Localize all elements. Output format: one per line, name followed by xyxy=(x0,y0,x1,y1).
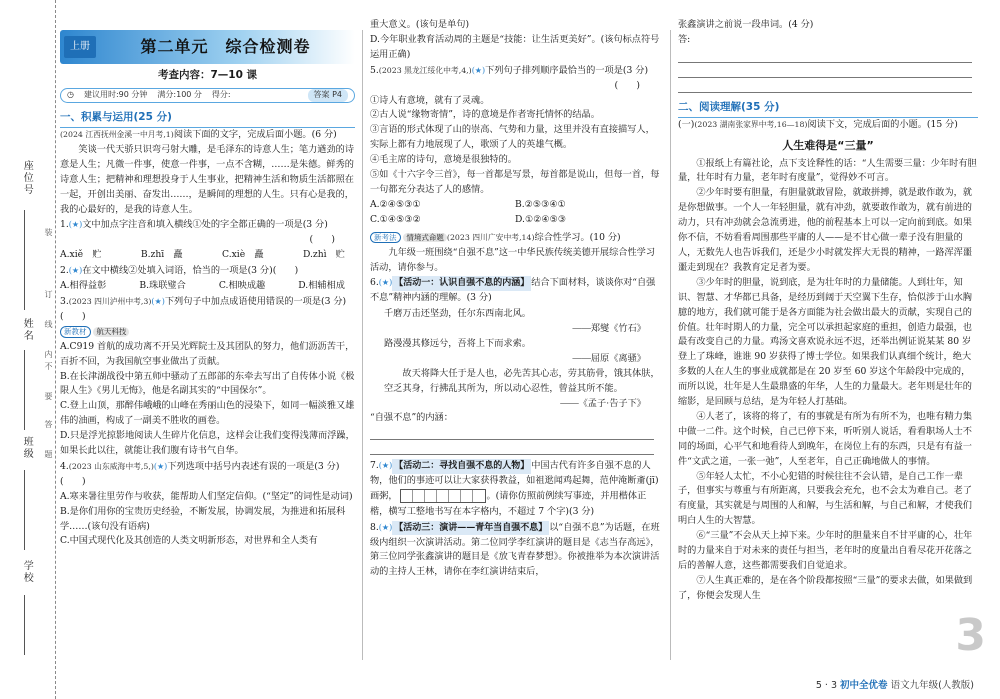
option: D.相辅相成 xyxy=(298,280,345,292)
cut-char: 订 xyxy=(43,290,53,298)
answer-page-ref: 答案 P4 xyxy=(308,89,348,102)
footer-page: 5 · 3 xyxy=(815,679,837,691)
question-6 xyxy=(370,276,660,455)
big-page-number: 3 xyxy=(955,609,986,661)
page-footer xyxy=(816,678,974,693)
writing-grid[interactable] xyxy=(400,489,486,503)
column-1 xyxy=(60,30,355,549)
reading-intro xyxy=(678,118,978,133)
sentence-item: ④毛主席的诗句，意境是很独特的。 xyxy=(370,154,517,166)
question-source: (2023 四川泸州中考,3) xyxy=(68,296,152,306)
star-icon: (★) xyxy=(153,461,168,471)
new-material-badge: 新教材 xyxy=(60,326,91,338)
option: C.①④⑤③② xyxy=(370,213,421,225)
article-paragraph: ②少年时要有胆量，有胆量就敢冒险，就敢拼搏，就是敢作敢为，就是你想做事。一个人一年轻胆量，就有冲劲，就要敢作敢为，就有前进的动力，只有冲劲就会急流勇进，他的前程基本上可以一定向前到底。如果你不信，不妨看看周围那些平庸的人——是不甘心做一辈子没有胆量的人，无数先人也告诉我们，还是少小时就发挥大无畏的精神，一路浑浑噩噩走到现在？我教育定足者为要。 xyxy=(678,187,973,273)
article-paragraph: ⑥“三量”不会从天上掉下来。少年时的胆量来自不甘平庸的心，壮年时的力量来自于对未来的责任与担当，老年时的度量出自看尽花开花落之后的善解人意，这些都需要我们自觉追求。 xyxy=(678,530,973,571)
option: B.②⑤③④① xyxy=(515,198,566,210)
new-method-badge: 新考法 xyxy=(370,232,401,244)
question-source: (2024 江西抚州金溪一中月考,1) xyxy=(60,130,174,139)
exam-title: 第二单元 综合检测卷 xyxy=(140,37,311,57)
question-stem: 中国古代有许多自强不息的人物，他们的事迹可以让大家获得教益，如祖逖闻鸡起舞，范仲淹断齑(jī)画粥， xyxy=(370,460,659,502)
option: B.是你们用你的宝贵历史经验，不断发展，协调发展，为推进和拓展科学……(该句没有语病) xyxy=(60,505,346,532)
question-stem: 下列选项中括号内表述有误的一项是(3 分) xyxy=(167,460,340,472)
question-4 xyxy=(60,460,355,549)
question-number: 1. xyxy=(60,219,69,231)
cut-char: 装 xyxy=(43,228,53,236)
option: B.在长津湖战役中第五师中骚动了五郎部的东牵去写出了自传体小说《极限人生》《男儿无悔》，他是名副其实的“中国保尔”。 xyxy=(60,370,355,397)
column-divider xyxy=(362,30,363,660)
article-paragraph: ⑤年轻人太忙，不小心犯错的时候往往不会认错，是自己工作一辈子，但事实与尊重与有所距离，只要我会充允，也不会太为难自己。老了有度量，其实就是与周围的人和解，与生活和解，与自己和解，才使我们明白人生的大智慧。 xyxy=(678,470,972,527)
question-stem: 以“自强不息”为话题，在班级内组织一次演讲活动。第二位同学李红演讲的题目是《志当存高远》，第三位同学张鑫演讲的题目是《放飞青春梦想》。你被推举为本次演讲活动的主持人王林，请你在李红演讲结束后， xyxy=(370,521,660,578)
name-label: 姓名 xyxy=(21,318,33,342)
footer-brand: 初中全优卷 xyxy=(840,679,888,691)
answer-bracket: ( ) xyxy=(60,475,86,487)
star-icon: (★) xyxy=(378,522,393,532)
cut-char: 答 xyxy=(43,420,53,428)
block-stem: 综合性学习。(10 分) xyxy=(534,231,621,243)
question-stem: 在文中横线②处填入词语，恰当的一项是(3 分) xyxy=(82,265,273,277)
article-title: 人生难得是“三量” xyxy=(782,138,874,152)
question-stem: 文中加点字注音和填入横线①处的字全都正确的一项是(3 分) xyxy=(82,219,328,231)
column-3 xyxy=(678,18,978,604)
option: C.相映成趣 xyxy=(218,280,266,292)
question-number: 5. xyxy=(370,64,379,76)
star-icon: (★) xyxy=(68,220,83,230)
article-paragraph: ⑦人生真正难的，是在各个阶段都按照“三量”的要求去做，如果做到了，你便会发现人生 xyxy=(678,574,973,601)
exam-banner xyxy=(60,30,355,64)
star-icon: (★) xyxy=(378,278,393,288)
article-paragraph: ③少年时的胆量，说到底，是为壮年时的力量储能。人到壮年，知识、智慧、才华都已具备，是经历到阔于天空翼下生存，恰似涉于山水胸臆的地方，我们就可能于是各方面能为社会做出最大的贡献，实现自己的价值。壮年时期人的力量，完全可以承担起家庭的重担，创造力最强，也最有改变自己的力量。鸡汤文喜欢说永远不迟，还举出例证说某某 80 岁登上了珠峰，谁谁 90 岁获得了博士学位。如果我们认真细个统计，绝大多数的人在人生的事业成就都是在 20 岁至 60 岁这个年龄段中完成的，而所以说，壮年是人生最鼎盛的年华，人生的力量最大。老年则是壮年的缩影，是回顾与总结，是为年轻人打基础。 xyxy=(678,276,972,408)
activity-label: 【活动三：演讲——青年当自强不息】 xyxy=(392,521,549,536)
answer-line[interactable] xyxy=(678,48,972,63)
score-field: 得分: xyxy=(211,90,231,100)
answer-line[interactable] xyxy=(370,440,654,455)
suggested-time: 建议用时:90 分钟 xyxy=(83,90,148,100)
volume-tag: 上册 xyxy=(64,36,96,58)
question-number: 6. xyxy=(370,277,379,289)
question-number: 8. xyxy=(370,521,379,533)
option: C.登上山顶，那醉伟峨峨的山峰在秀丽山色的浸染下，如同一幅淡雅又雄伟的油画，构成了一副美不胜收的画卷。 xyxy=(60,400,355,427)
option: D.zhì 贮 xyxy=(302,249,345,261)
name-line xyxy=(24,350,25,430)
options xyxy=(60,279,355,294)
article-paragraph: ①报纸上有篇社论，点下支诠释性的话：“人生需要三量：少年时有胆量，壮年时有力量，老年时有度量”，觉得妙不可言。 xyxy=(678,157,977,184)
answer-bracket: ( ) xyxy=(60,310,86,322)
answer-label: 答: xyxy=(678,33,691,45)
option: D.今年职业教育活动周的主题是“技能：让生活更美好”。(该句标点符号运用正确) xyxy=(370,33,660,60)
question-stem: 下列句子中加点成语使用错误的一项是(3 分) xyxy=(164,295,347,307)
footer-subject: 语文九年级(人教版) xyxy=(890,679,974,691)
reading-stem: 阅读下文，完成后面的小题。(15 分) xyxy=(807,118,958,130)
question-2 xyxy=(60,264,355,294)
block-heading xyxy=(370,231,660,246)
option: A.C919 首航的成功离不开吴光辉院士及其团队的努力，他们沥沥苦干，百折不回，为我国航空事业做出了贡献。 xyxy=(60,340,355,367)
intro-line xyxy=(60,128,355,143)
options xyxy=(370,198,660,228)
exam-scope: 考查内容：7—10 课 xyxy=(157,69,258,81)
answer-bracket: ( ) xyxy=(272,265,299,277)
cut-char: 内 xyxy=(43,350,53,358)
full-score: 满分:100 分 xyxy=(157,90,202,100)
poem-source: ——郑燮《竹石》 xyxy=(572,323,646,334)
reading-passage: 笑谈一代天骄只识弯弓射大雕，是毛泽东的诗意人生；笔力遒劲的诗意是人生；凡微一件事，使意一件事，一点不含糊，……是朱德。鲜秀的诗意人生；把精神和理想投身于人生事业，把精神生活和物质生活都照在一起，开创出美丽、奋发出……，是瞬间的理想的人生。只有心是我的，我的心最好的，是我的诗意人生。 xyxy=(60,143,355,215)
option: C.xiè 矗 xyxy=(222,249,264,261)
binding-margin xyxy=(0,0,56,699)
question-3 xyxy=(60,295,355,459)
intro-text: 阅读下面的文字，完成后面小题。(6 分) xyxy=(173,129,337,140)
question-source: (2023 湖南张家界中考,16—18) xyxy=(694,119,808,129)
poem-line: 路漫漫其修远兮，吾将上下而求索。 xyxy=(384,338,531,349)
star-icon: (★) xyxy=(151,296,165,306)
activity-label: 【活动一：认识自强不息的内涵】 xyxy=(392,276,531,291)
question-7 xyxy=(370,459,660,519)
question-1 xyxy=(60,218,355,263)
sentence-item: ②古人说“缘物寄情”，诗的意境是作者寄托情怀的结晶。 xyxy=(370,109,600,121)
option: C.中国式现代化及其创造的人类文明新形态，对世界和全人类有 xyxy=(60,535,318,547)
star-icon: (★) xyxy=(378,461,393,471)
cut-char: 题 xyxy=(43,450,53,458)
option-continuation: 重大意义。(该句是单句) xyxy=(370,19,470,30)
question-continuation: 张鑫演讲之前说一段串词。(4 分) xyxy=(678,19,814,30)
option: A.xiě 贮 xyxy=(60,249,102,261)
seat-number-label: 座位号 xyxy=(21,160,33,196)
sentence-item: ⑤如《十六字令三首》，每一首都是写景，毎首都是说山，但每一首，每一句都充分表达了人的感情。 xyxy=(370,169,660,195)
quoted-material xyxy=(370,306,660,410)
class-line xyxy=(24,470,25,550)
poem-line: 千磨万击还坚劲，任尔东西南北风。 xyxy=(384,308,531,319)
question-number: 7. xyxy=(370,460,379,472)
answer-line[interactable] xyxy=(370,425,654,440)
topic-badge: 航天科技 xyxy=(93,327,129,337)
question-number: 2. xyxy=(60,265,69,277)
question-number: 4. xyxy=(60,460,69,472)
poem-source: ——屈原《离骚》 xyxy=(572,352,646,363)
question-8 xyxy=(370,521,660,581)
section-heading: 二、阅读理解(35 分) xyxy=(678,99,978,118)
options xyxy=(60,248,355,263)
question-source: (2023 黑龙江绥化中考,4,) xyxy=(378,65,472,75)
sentence-item: ③言语的形式体现了山的崇高、气势和力量，这里并没有直接描写人，实际上都有力地展现了人，歌颂了人的英雄气概。 xyxy=(370,124,655,151)
star-icon: (★) xyxy=(68,266,83,276)
answer-line[interactable] xyxy=(678,63,972,78)
option: D.①②④⑤③ xyxy=(515,213,567,225)
column-2 xyxy=(370,18,660,580)
school-line xyxy=(24,595,25,655)
question-source: (2023 四川广安中考,14) xyxy=(446,232,535,242)
sentence-item: ①诗人有意境，就有了灵魂。 xyxy=(370,94,490,106)
seat-number-line xyxy=(24,210,25,310)
question-stem: 下列句子排列顺序最恰当的一项是(3 分) xyxy=(485,64,649,76)
answer-line[interactable] xyxy=(678,78,972,93)
question-instruction: 。(请你仿照前例续写事迹，并用楷体正楷，横写工整地书写在本字格内，不超过 7 个字)(3 分) xyxy=(370,490,647,517)
reading-number: (一) xyxy=(678,118,695,130)
clock-icon: ◷ xyxy=(67,90,74,100)
cut-char: 不 xyxy=(43,362,53,370)
column-divider xyxy=(670,30,671,660)
school-label: 学校 xyxy=(21,560,33,584)
section-heading: 一、积累与运用(25 分) xyxy=(60,109,355,128)
option: B.珠联璧合 xyxy=(139,280,186,292)
option: B.zhī 矗 xyxy=(140,249,183,261)
question-5 xyxy=(370,64,660,228)
activity-label: 【活动二：寻找自强不息的人物】 xyxy=(392,459,531,474)
question-stem: 结合下面材料，谈谈你对“自强不息”精神内涵的理解。(3 分) xyxy=(370,277,656,304)
question-source: (2023 山东威海中考,5,) xyxy=(68,461,154,471)
answer-label: “自强不息”的内涵： xyxy=(370,411,453,423)
block-intro: 九年级一班围绕“自强不息”这一中华民族传统美德开展综合性学习活动，请你参与。 xyxy=(370,246,656,273)
prose-quote: 故天将降大任于是人也，必先苦其心志，劳其筋骨，饿其体肤，空乏其身，行拂乱其所为，所以动心忍性，曾益其所不能。 xyxy=(384,367,660,393)
prose-source: ——《孟子·告子下》 xyxy=(560,397,646,408)
answer-bracket: ( ) xyxy=(309,234,335,246)
option: A.②④⑤③① xyxy=(370,198,421,210)
option: D.只是浮光掠影地阅读人生碎片化信息，这样会让我们变得浅薄而浮躁，如果长此以往，就能让我们腹有诗书气自华。 xyxy=(60,430,355,457)
star-icon: (★) xyxy=(471,65,486,75)
article-paragraph: ④人老了，该将的将了，有的事就是有所为有所不为，也唯有精力集中做一二件。这个时候，自己已停下来，听听别人说话，看看职场人士不同的场面，心平气和地看待人到晚年，在岗位上有的东西，只是有有益一件“文武之道，一张一弛”，人至老年，自己正确地做人的事情。 xyxy=(678,410,973,467)
cut-char: 线 xyxy=(43,320,53,328)
cut-char: 要 xyxy=(43,392,53,400)
option: A.相得益彰 xyxy=(60,280,107,292)
scenario-badge: 情境式命题 xyxy=(403,233,447,243)
answer-bracket: ( ) xyxy=(614,79,640,91)
class-label: 班级 xyxy=(21,436,33,460)
question-number: 3. xyxy=(60,295,69,307)
exam-info-bar xyxy=(60,88,355,103)
option: A.寒来暑往里劳作与收获，能帮助人们坚定信仰。(“坚定”的词性是动词) xyxy=(60,490,353,502)
